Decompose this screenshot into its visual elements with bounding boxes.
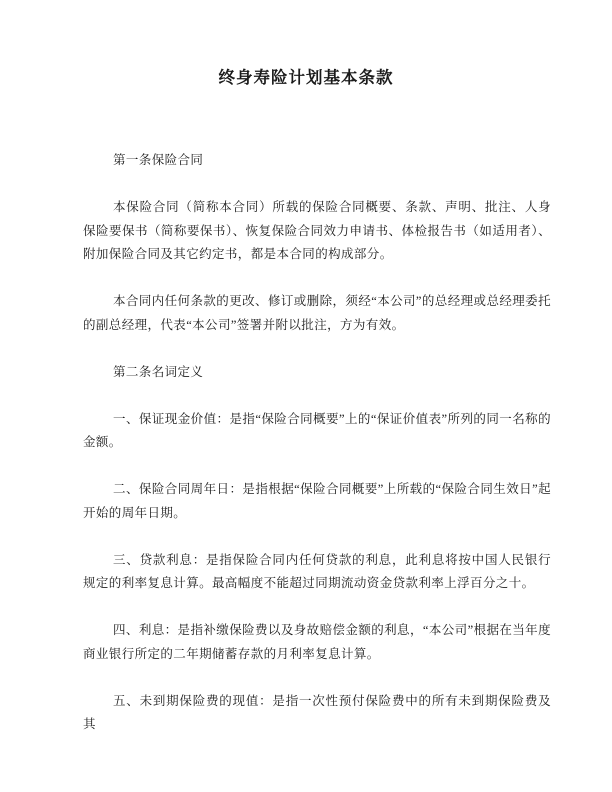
definition-item: 三、贷款利息：是指保险合同内任何贷款的利息，此利息将按中国人民银行规定的利率复息计算。最高幅度不能超过同期流动资金贷款利率上浮百分之十。 [83,552,551,590]
section-heading-2: 第二条名词定义 [113,364,204,379]
paragraph: 本合同内任何条款的更改、修订或删除，须经“本公司”的总经理或总经理委托的副总经理，代表“本公司”签署并附以批注，方为有效。 [83,294,551,332]
definition-item: 一、保证现金价值：是指“保险合同概要”上的“保证价值表”所列的同一名称的金额。 [83,411,551,449]
definition-item: 五、未到期保险费的现值：是指一次性预付保险费中的所有未到期保险费及其 [83,693,551,731]
section-heading-1: 第一条保险合同 [113,153,204,167]
definition-item: 二、保险合同周年日：是指根据“保险合同概要”上所载的“保险合同生效日”起开始的周年日期。 [83,482,551,520]
document-title: 终身寿险计划基本条款 [218,68,394,87]
definition-item: 四、利息：是指补缴保险费以及身故赔偿金额的利息，“本公司”根据在当年度商业银行所定的二年期储蓄存款的月利率复息计算。 [83,623,551,661]
paragraph: 本保险合同（简称本合同）所载的保险合同概要、条款、声明、批注、人身保险要保书（简称要保书）、恢复保险合同效力申请书、体检报告书（如适用者）、附加保险合同及其它约定书，都是本合同的构成部分。 [83,200,551,261]
